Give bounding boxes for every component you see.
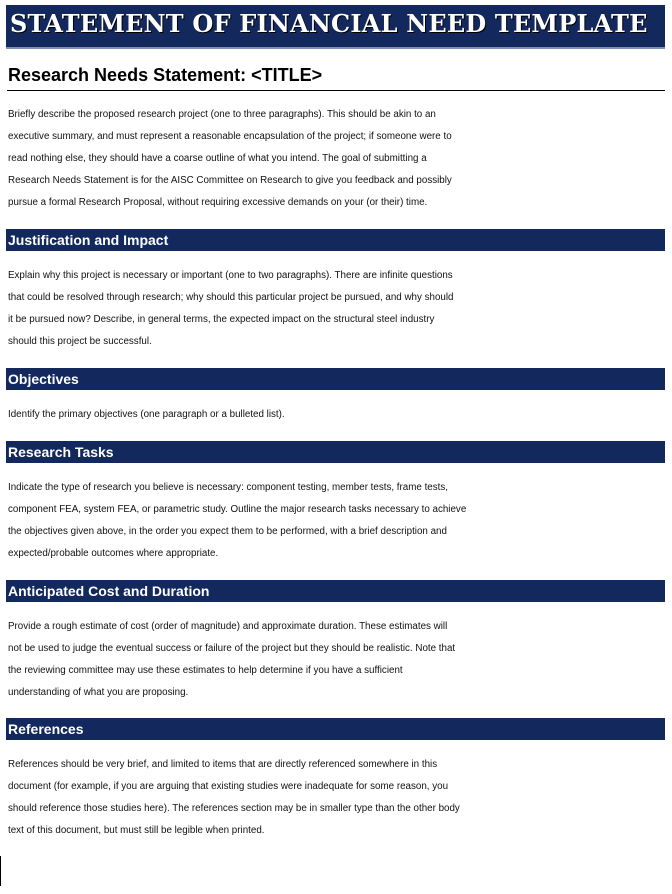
section-header-justification — [6, 229, 665, 251]
title-banner — [6, 5, 665, 49]
section-header-cost-duration — [6, 580, 665, 602]
paragraph-line: pursue a formal Research Proposal, without requiring excessive demands on your (or their) time. — [8, 197, 428, 208]
paragraph-line: Provide a rough estimate of cost (order of magnitude) and approximate duration. These estimates will — [8, 621, 448, 632]
section-header-research-tasks — [6, 441, 665, 463]
paragraph-line: not be used to judge the eventual success or failure of the project but they should be realistic. Note that — [8, 643, 456, 654]
paragraph-line: Identify the primary objectives (one paragraph or a bulleted list). — [8, 409, 285, 420]
paragraph-line: References should be very brief, and limited to items that are directly referenced somewhere in this — [8, 759, 438, 770]
paragraph-line: understanding of what you are proposing. — [8, 687, 189, 698]
research-needs-statement-heading: Research Needs Statement: <TITLE> — [8, 65, 323, 85]
paragraph-line: Briefly describe the proposed research project (one to three paragraphs). This should be akin to an — [8, 109, 436, 120]
paragraph-line: Research Needs Statement is for the AISC Committee on Research to give you feedback and possibly — [8, 175, 452, 186]
paragraph-line: document (for example, if you are arguing that existing studies were inadequate for some reason, you — [8, 781, 449, 792]
text-cursor-mark — [0, 856, 1, 886]
objectives-paragraph — [8, 404, 668, 426]
section-header-references — [6, 718, 665, 740]
paragraph-line: component FEA, system FEA, or parametric study. Outline the major research tasks necessary to achieve — [8, 504, 467, 515]
intro-paragraph — [8, 104, 668, 214]
section-heading: Objectives — [8, 371, 79, 387]
paragraph-line: expected/probable outcomes where appropriate. — [8, 548, 219, 559]
section-heading: Anticipated Cost and Duration — [8, 583, 210, 599]
paragraph-line: Explain why this project is necessary or important (one to two paragraphs). There are infinite questions — [8, 270, 453, 281]
paragraph-line: read nothing else, they should have a coarse outline of what you intend. The goal of submitting a — [8, 153, 427, 164]
subtitle-underline — [7, 90, 665, 91]
paragraph-line: that could be resolved through research; why should this particular project be pursued, and why should — [8, 292, 454, 303]
document-title: STATEMENT OF FINANCIAL NEED TEMPLATE — [10, 9, 648, 38]
paragraph-line: it be pursued now? Describe, in general terms, the expected impact on the structural steel industry — [8, 314, 435, 325]
section-heading: Justification and Impact — [8, 232, 169, 248]
section-heading: Research Tasks — [8, 444, 114, 460]
section-header-objectives — [6, 368, 665, 390]
research-tasks-paragraph — [8, 477, 668, 565]
justification-paragraph — [8, 265, 668, 353]
paragraph-line: the objectives given above, in the order you expect them to be performed, with a brief description and — [8, 526, 447, 537]
references-paragraph — [8, 754, 668, 842]
paragraph-line: should reference those studies here). The references section may be in smaller type than the other body — [8, 803, 460, 814]
paragraph-line: should this project be successful. — [8, 336, 152, 347]
paragraph-line: executive summary, and must represent a reasonable encapsulation of the project; if someone were to — [8, 131, 452, 142]
paragraph-line: Indicate the type of research you believe is necessary: component testing, member tests, frame tests, — [8, 482, 448, 493]
paragraph-line: the reviewing committee may use these estimates to help determine if you have a sufficient — [8, 665, 403, 676]
cost-duration-paragraph — [8, 616, 668, 704]
section-heading: References — [8, 721, 84, 737]
paragraph-line: text of this document, but must still be legible when printed. — [8, 825, 265, 836]
